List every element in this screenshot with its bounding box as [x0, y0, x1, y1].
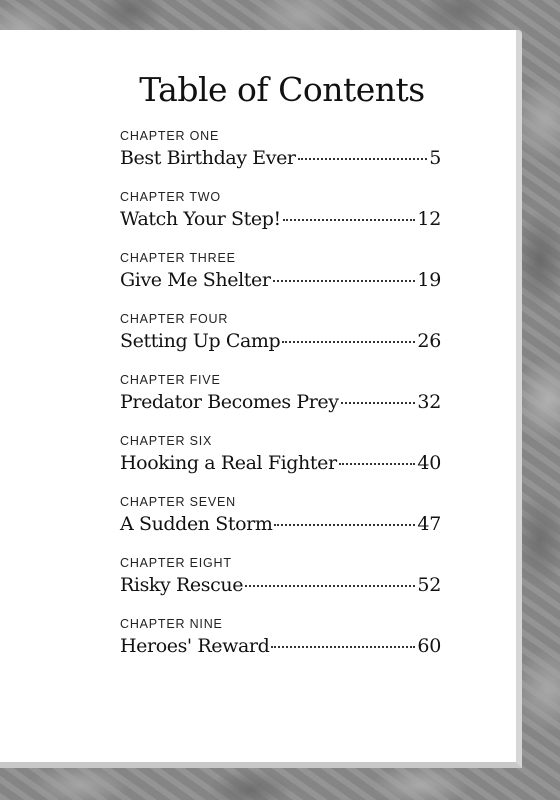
toc-entry-chapter-one[interactable]	[120, 128, 441, 189]
chapter-label: CHAPTER SEVEN	[120, 495, 236, 509]
chapter-label: CHAPTER FIVE	[120, 373, 221, 387]
dot-leader	[339, 463, 416, 465]
toc-line	[120, 511, 441, 537]
toc-entry-chapter-eight[interactable]	[120, 555, 441, 616]
chapter-label: CHAPTER EIGHT	[120, 556, 232, 570]
dot-leader	[273, 280, 416, 282]
page-number: 52	[417, 574, 441, 596]
dot-leader	[274, 524, 415, 526]
dot-leader	[282, 341, 415, 343]
chapter-label: CHAPTER FOUR	[120, 312, 229, 326]
toc-line	[120, 389, 441, 415]
chapter-label: CHAPTER THREE	[120, 251, 236, 265]
toc-line	[120, 328, 441, 354]
toc-entry-chapter-five[interactable]	[120, 372, 441, 433]
chapter-title: Hooking a Real Fighter	[120, 452, 337, 474]
dot-leader	[341, 402, 416, 404]
toc-entry-chapter-six[interactable]	[120, 433, 441, 494]
toc-entry-chapter-two[interactable]	[120, 189, 441, 250]
toc-entry-chapter-nine[interactable]	[120, 616, 441, 677]
chapter-title: Watch Your Step!	[120, 208, 281, 230]
page-number: 47	[417, 513, 441, 535]
toc-entry-chapter-four[interactable]	[120, 311, 441, 372]
page-number: 5	[429, 147, 441, 169]
chapter-title: Best Birthday Ever	[120, 147, 296, 169]
page-number: 26	[417, 330, 441, 352]
dot-leader	[283, 219, 416, 221]
page-number: 12	[417, 208, 441, 230]
toc-entry-chapter-seven[interactable]	[120, 494, 441, 555]
toc-line	[120, 206, 441, 232]
chapter-title: A Sudden Storm	[120, 513, 273, 535]
dot-leader	[271, 646, 415, 648]
chapter-title: Give Me Shelter	[120, 269, 271, 291]
chapter-title: Heroes' Reward	[120, 635, 270, 657]
page-title: Table of Contents	[139, 70, 425, 109]
chapter-title: Predator Becomes Prey	[120, 391, 339, 413]
chapter-label: CHAPTER NINE	[120, 617, 223, 631]
page-number: 60	[417, 635, 441, 657]
toc-line	[120, 145, 441, 171]
toc-line	[120, 572, 441, 598]
dot-leader	[298, 158, 428, 160]
chapter-label: CHAPTER SIX	[120, 434, 213, 448]
toc-line	[120, 267, 441, 293]
chapter-label: CHAPTER TWO	[120, 190, 221, 204]
chapter-title: Risky Rescue	[120, 574, 244, 596]
chapter-title: Setting Up Camp	[120, 330, 281, 352]
page-number: 40	[417, 452, 441, 474]
page-number: 19	[417, 269, 441, 291]
page-number: 32	[417, 391, 441, 413]
table-of-contents	[120, 128, 441, 677]
chapter-label: CHAPTER ONE	[120, 129, 220, 143]
toc-entry-chapter-three[interactable]	[120, 250, 441, 311]
toc-line	[120, 633, 441, 659]
dot-leader	[245, 585, 415, 587]
toc-line	[120, 450, 441, 476]
